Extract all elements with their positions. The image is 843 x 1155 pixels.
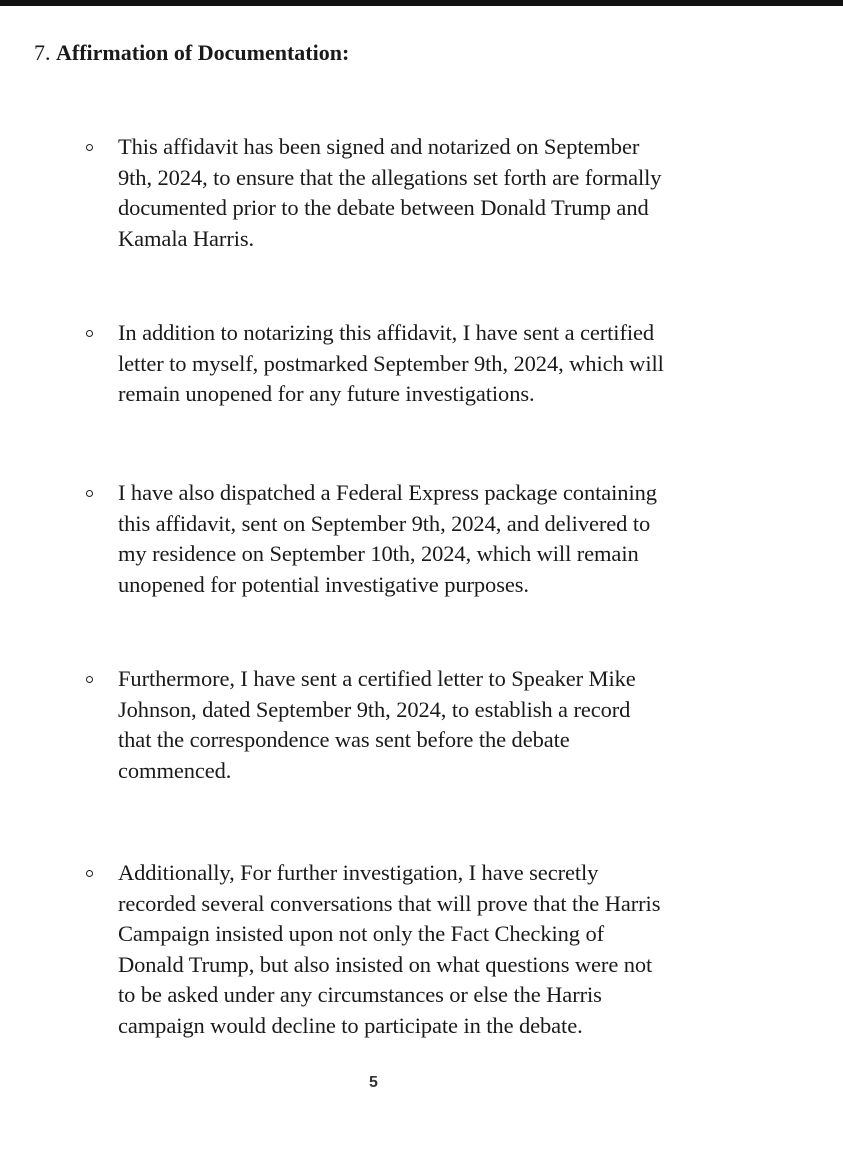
hollow-bullet-icon bbox=[86, 144, 93, 151]
list-item-text: Furthermore, I have sent a certified letter to Speaker Mike Johnson, dated September 9th, 2024, to establish a record that the correspondence was sent before the debate commenced. bbox=[118, 666, 636, 783]
section-heading bbox=[34, 38, 349, 68]
list-item-text: I have also dispatched a Federal Express package containing this affidavit, sent on September 9th, 2024, and delivered to my residence on September 10th, 2024, which will remain unopened for potential investigative purposes. bbox=[118, 480, 657, 597]
page-number: 5 bbox=[369, 1074, 378, 1091]
hollow-bullet-icon bbox=[86, 870, 93, 877]
hollow-bullet-icon bbox=[86, 676, 93, 683]
hollow-bullet-icon bbox=[86, 490, 93, 497]
list-item-text: Additionally, For further investigation, I have secretly recorded several conversations that will prove that the Harris Campaign insisted upon not only the Fact Checking of Donald Trump, but also insisted on what questions were not to be asked under any circumstances or else the Harris campaign would decline to participate in the debate. bbox=[118, 860, 661, 1038]
section-title: Affirmation of Documentation: bbox=[56, 40, 350, 65]
hollow-bullet-icon bbox=[86, 330, 93, 337]
list-item-text: This affidavit has been signed and notarized on September 9th, 2024, to ensure that the allegations set forth are formally documented prior to the debate between Donald Trump and Kamala Harris. bbox=[118, 134, 662, 251]
list-item-text: In addition to notarizing this affidavit, I have sent a certified letter to myself, postmarked September 9th, 2024, which will remain unopened for any future investigations. bbox=[118, 320, 664, 406]
section-number: 7. bbox=[34, 40, 51, 65]
